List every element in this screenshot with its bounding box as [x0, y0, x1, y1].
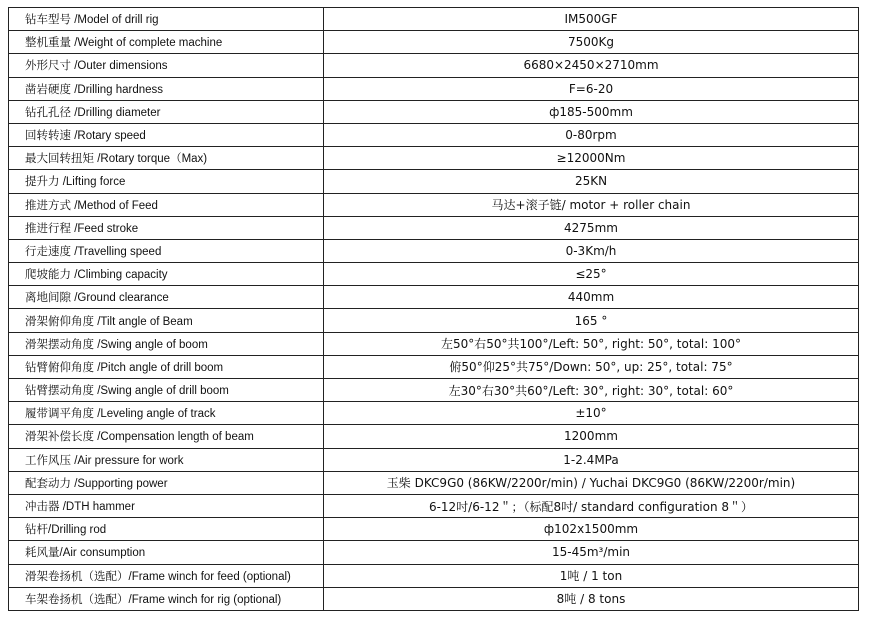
spec-value: 1-2.4MPa	[324, 448, 859, 471]
spec-value: 7500Kg	[324, 31, 859, 54]
spec-value: 玉柴 DKC9G0 (86KW/2200r/min) / Yuchai DKC9G0 (86KW/2200r/min)	[324, 471, 859, 494]
spec-label: 最大回转扭矩 /Rotary torque（Max)	[9, 147, 324, 170]
spec-label: 推进行程 /Feed stroke	[9, 216, 324, 239]
spec-value: 4275mm	[324, 216, 859, 239]
table-row	[9, 448, 859, 471]
table-row	[9, 193, 859, 216]
spec-value: 6680×2450×2710mm	[324, 54, 859, 77]
spec-label: 耗风量/Air consumption	[9, 541, 324, 564]
spec-value: 165 °	[324, 309, 859, 332]
spec-value: 1吨 / 1 ton	[324, 564, 859, 587]
spec-value: IM500GF	[324, 8, 859, 31]
spec-label: 回转转速 /Rotary speed	[9, 123, 324, 146]
table-row	[9, 309, 859, 332]
table-row	[9, 425, 859, 448]
spec-label: 配套动力 /Supporting power	[9, 471, 324, 494]
table-row	[9, 541, 859, 564]
spec-value: ф102x1500mm	[324, 518, 859, 541]
table-row	[9, 123, 859, 146]
spec-label: 滑架俯仰角度 /Tilt angle of Beam	[9, 309, 324, 332]
spec-value: ≥12000Nm	[324, 147, 859, 170]
spec-value: ф185-500mm	[324, 100, 859, 123]
spec-label: 离地间隙 /Ground clearance	[9, 286, 324, 309]
table-row	[9, 147, 859, 170]
spec-label: 提升力 /Lifting force	[9, 170, 324, 193]
spec-label: 钻臂摆动角度 /Swing angle of drill boom	[9, 379, 324, 402]
table-row	[9, 239, 859, 262]
spec-label: 爬坡能力 /Climbing capacity	[9, 263, 324, 286]
table-row	[9, 8, 859, 31]
table-row	[9, 402, 859, 425]
table-row	[9, 263, 859, 286]
table-row	[9, 170, 859, 193]
table-row	[9, 216, 859, 239]
spec-table	[8, 7, 859, 611]
spec-value: 440mm	[324, 286, 859, 309]
spec-label: 外形尺寸 /Outer dimensions	[9, 54, 324, 77]
table-row	[9, 355, 859, 378]
table-row	[9, 54, 859, 77]
table-row	[9, 471, 859, 494]
spec-label: 钻孔孔径 /Drilling diameter	[9, 100, 324, 123]
spec-value: 25KN	[324, 170, 859, 193]
spec-value: F=6-20	[324, 77, 859, 100]
spec-value: 左30°右30°共60°/Left: 30°, right: 30°, total: 60°	[324, 379, 859, 402]
table-row	[9, 100, 859, 123]
spec-label: 滑架卷扬机（选配）/Frame winch for feed (optional)	[9, 564, 324, 587]
table-row	[9, 564, 859, 587]
table-row	[9, 286, 859, 309]
spec-table-body	[9, 8, 859, 611]
spec-label: 推进方式 /Method of Feed	[9, 193, 324, 216]
spec-label: 冲击器 /DTH hammer	[9, 494, 324, 517]
spec-label: 钻车型号 /Model of drill rig	[9, 8, 324, 31]
spec-label: 钻杆/Drilling rod	[9, 518, 324, 541]
spec-value: ±10°	[324, 402, 859, 425]
spec-value: 0-80rpm	[324, 123, 859, 146]
spec-label: 滑架摆动角度 /Swing angle of boom	[9, 332, 324, 355]
table-row	[9, 77, 859, 100]
table-row	[9, 518, 859, 541]
spec-label: 行走速度 /Travelling speed	[9, 239, 324, 262]
spec-label: 车架卷扬机（选配）/Frame winch for rig (optional)	[9, 587, 324, 610]
spec-value: 马达+滚子链/ motor + roller chain	[324, 193, 859, 216]
spec-value: 左50°右50°共100°/Left: 50°, right: 50°, total: 100°	[324, 332, 859, 355]
table-row	[9, 494, 859, 517]
spec-value: 0-3Km/h	[324, 239, 859, 262]
spec-value: 1200mm	[324, 425, 859, 448]
spec-label: 整机重量 /Weight of complete machine	[9, 31, 324, 54]
table-row	[9, 31, 859, 54]
spec-value: 俯50°仰25°共75°/Down: 50°, up: 25°, total: 75°	[324, 355, 859, 378]
table-row	[9, 332, 859, 355]
spec-label: 履带调平角度 /Leveling angle of track	[9, 402, 324, 425]
spec-label: 工作风压 /Air pressure for work	[9, 448, 324, 471]
spec-label: 凿岩硬度 /Drilling hardness	[9, 77, 324, 100]
spec-value: 6-12吋/6-12＂；（标配8吋/ standard configuration 8＂）	[324, 494, 859, 517]
spec-value: ≤25°	[324, 263, 859, 286]
spec-value: 15-45m³/min	[324, 541, 859, 564]
table-row	[9, 587, 859, 610]
spec-label: 钻臂俯仰角度 /Pitch angle of drill boom	[9, 355, 324, 378]
table-row	[9, 379, 859, 402]
spec-label: 滑架补偿长度 /Compensation length of beam	[9, 425, 324, 448]
spec-value: 8吨 / 8 tons	[324, 587, 859, 610]
